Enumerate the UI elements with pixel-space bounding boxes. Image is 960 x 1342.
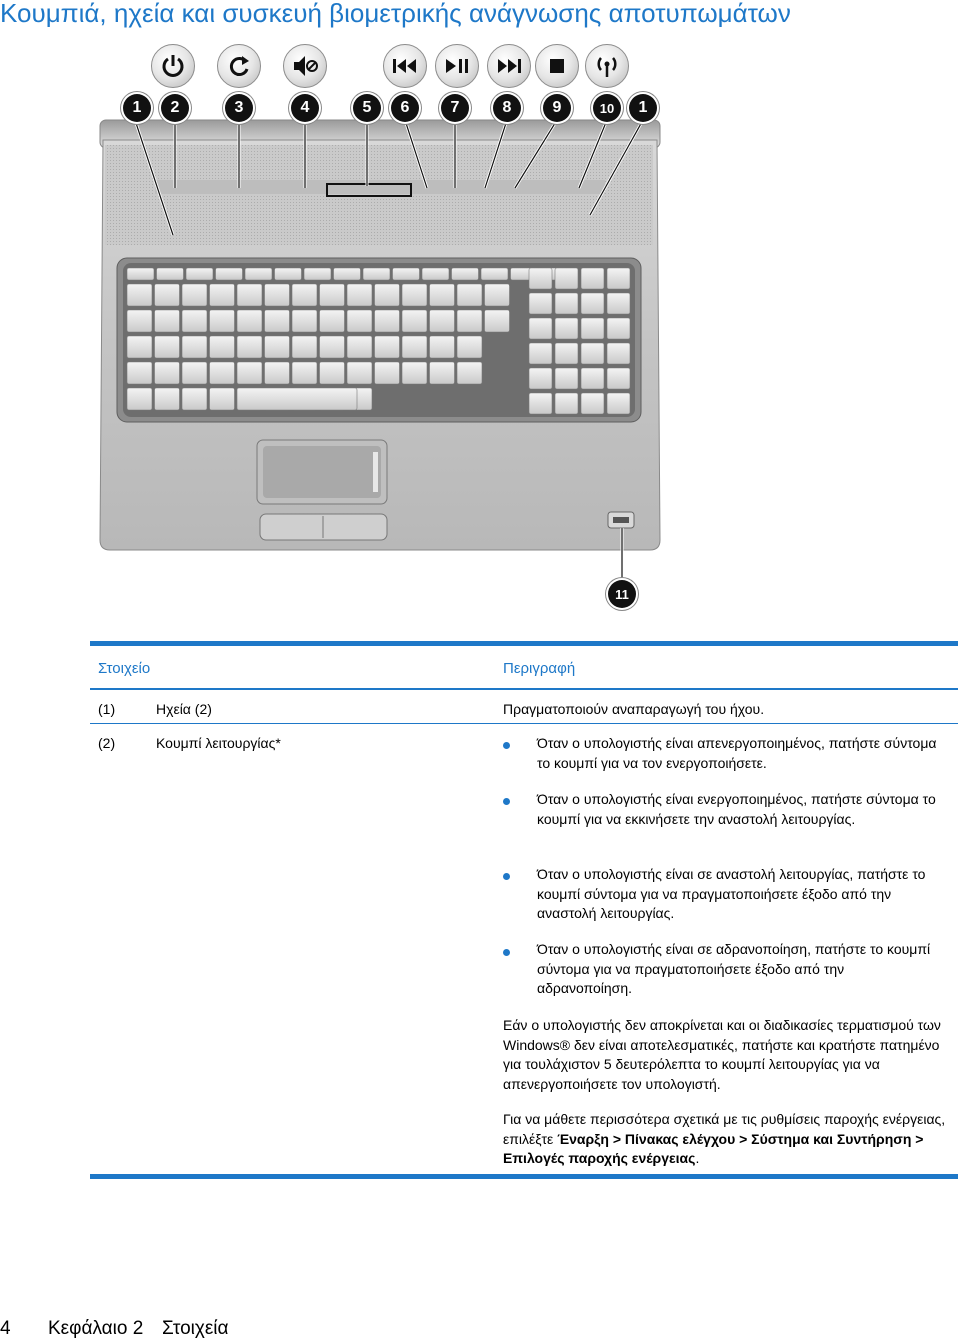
callout-7: 7	[441, 94, 469, 122]
table-bottom-rule	[90, 1174, 958, 1179]
bullet-dot	[503, 742, 510, 749]
bullet-dot	[503, 949, 510, 956]
bullet-text: Όταν ο υπολογιστής είναι απενεργοποιημένος, πατήστε σύντομα το κουμπί για να τον ενεργοποιήσετε.	[537, 735, 937, 771]
row-number: (1)	[98, 701, 116, 717]
page-number: 4	[0, 1318, 11, 1339]
callout-1b: 1	[629, 94, 657, 122]
bullet-dot	[503, 873, 510, 880]
chapter-label: Κεφάλαιο 2	[48, 1318, 144, 1339]
component-table	[90, 641, 958, 1179]
next-track-icon	[487, 44, 531, 88]
section-label: Στοιχεία	[162, 1318, 229, 1339]
table-row	[90, 724, 958, 1174]
play-pause-icon	[435, 44, 479, 88]
previous-track-icon	[383, 44, 427, 88]
page-title: Κουμπιά, ηχεία και συσκευή βιομετρικής ανάγνωσης αποτυπωμάτων	[0, 0, 791, 28]
power-icon	[151, 44, 195, 88]
callout-6: 6	[391, 94, 419, 122]
bullet-text: Όταν ο υπολογιστής είναι σε αδρανοποίηση, πατήστε το κουμπί σύντομα για να πραγματοποιήσετε έξοδο από την αδρανοποίηση.	[537, 941, 931, 996]
row-number: (2)	[98, 735, 116, 751]
callout-5: 5	[353, 94, 381, 122]
wireless-icon	[585, 44, 629, 88]
table-row	[90, 690, 958, 723]
laptop-drawing	[95, 40, 665, 610]
wireless-refresh-icon	[217, 44, 261, 88]
hard-shutdown-paragraph: Εάν ο υπολογιστής δεν αποκρίνεται και οι διαδικασίες τερματισμού των Windows® δεν είναι αποτελεσματικές, πατήστε και κρατήστε πατημένο για τουλάχιστον 5 δευτερόλεπτα το κουμπί λειτουργίας για να απενεργοποιήσετε τον υπολογιστή.	[503, 1017, 941, 1092]
control-panel-path: Έναρξη > Πίνακας ελέγχου > Σύστημα και Συντήρηση > Επιλογές παροχής ενέργειας	[503, 1130, 924, 1166]
bullet-text: Όταν ο υπολογιστής είναι ενεργοποιημένος, πατήστε σύντομα το κουμπί για να εκκινήσετε την αναστολή λειτουργίας.	[537, 791, 936, 827]
callout-10: 10	[593, 94, 621, 122]
mute-icon	[283, 44, 327, 88]
callout-9: 9	[543, 94, 571, 122]
bullet-dot	[503, 798, 510, 805]
row-component: Ηχεία (2)	[156, 701, 212, 717]
stop-icon	[535, 44, 579, 88]
callout-8: 8	[493, 94, 521, 122]
power-settings-paragraph: Για να μάθετε περισσότερα σχετικά με τις ρυθμίσεις παροχής ενέργειας, επιλέξτε Έναρξη > Πίνακας ελέγχου > Σύστημα και Συντήρηση > Επιλογές παροχής ενέργειας.	[503, 1111, 946, 1166]
header-description: Περιγραφή	[503, 660, 576, 677]
table-header	[90, 646, 958, 688]
row-description: Πραγματοποιούν αναπαραγωγή του ήχου.	[503, 701, 765, 717]
callout-11: 11	[608, 580, 636, 608]
bullet-text: Όταν ο υπολογιστής είναι σε αναστολή λειτουργίας, πατήστε το κουμπί σύντομα για να πραγματοποιήσετε έξοδο από την αναστολή λειτουργίας.	[537, 866, 926, 921]
callout-4: 4	[291, 94, 319, 122]
header-component: Στοιχείο	[98, 660, 151, 677]
row-component: Κουμπί λειτουργίας*	[156, 735, 281, 751]
callout-3: 3	[225, 94, 253, 122]
callout-1: 1	[123, 94, 151, 122]
laptop-illustration	[95, 40, 665, 610]
callout-2: 2	[161, 94, 189, 122]
